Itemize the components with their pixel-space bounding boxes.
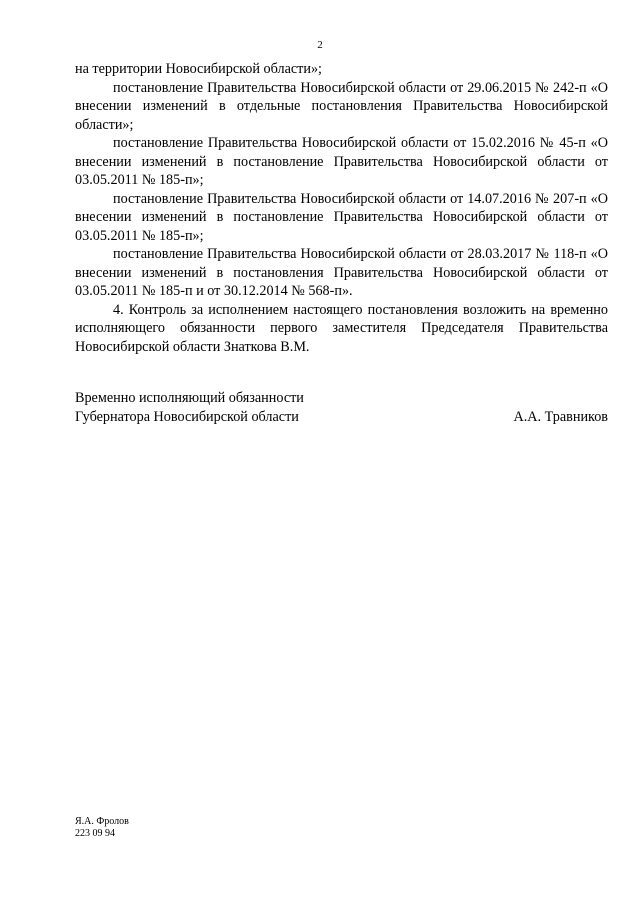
signatory-position-line2: Губернатора Новосибирской области bbox=[75, 408, 299, 425]
signature-line bbox=[75, 408, 608, 427]
paragraph-control-clause: 4. Контроль за исполнением настоящего постановления возложить на временно исполняющего обязанности первого заместителя Председателя Правительства Новосибирской области Знаткова В.М. bbox=[75, 301, 608, 355]
signatory-name: А.А. Травников bbox=[513, 408, 608, 425]
document-body bbox=[75, 60, 608, 356]
footer-phone: 223 09 94 bbox=[75, 828, 115, 839]
signatory-position-line1: Временно исполняющий обязанности bbox=[75, 390, 304, 406]
footer-author: Я.А. Фролов bbox=[75, 816, 129, 827]
paragraph-resolution-2017: постановление Правительства Новосибирской области от 28.03.2017 № 118-п «О внесении изменений в постановления Правительства Новосибирской области от 03.05.2011 № 185-п и от 30.12.2014 № 568-п». bbox=[75, 246, 608, 299]
paragraph-continuation: на территории Новосибирской области»; bbox=[75, 61, 322, 77]
paragraph-resolution-2016-207: постановление Правительства Новосибирской области от 14.07.2016 № 207-п «О внесении изменений в постановление Правительства Новосибирской области от 03.05.2011 № 185-п»; bbox=[75, 190, 608, 244]
paragraph-resolution-2016-45: постановление Правительства Новосибирской области от 15.02.2016 № 45-п «О внесении изменений в постановление Правительства Новосибирской области от 03.05.2011 № 185-п»; bbox=[75, 135, 608, 188]
paragraph-resolution-2015: постановление Правительства Новосибирской области от 29.06.2015 № 242-п «О внесении изменений в отдельные постановления Правительства Новосибирской области»; bbox=[75, 79, 608, 133]
footer-contact bbox=[75, 816, 129, 840]
signature-block bbox=[75, 389, 608, 426]
page-number: 2 bbox=[317, 39, 323, 51]
